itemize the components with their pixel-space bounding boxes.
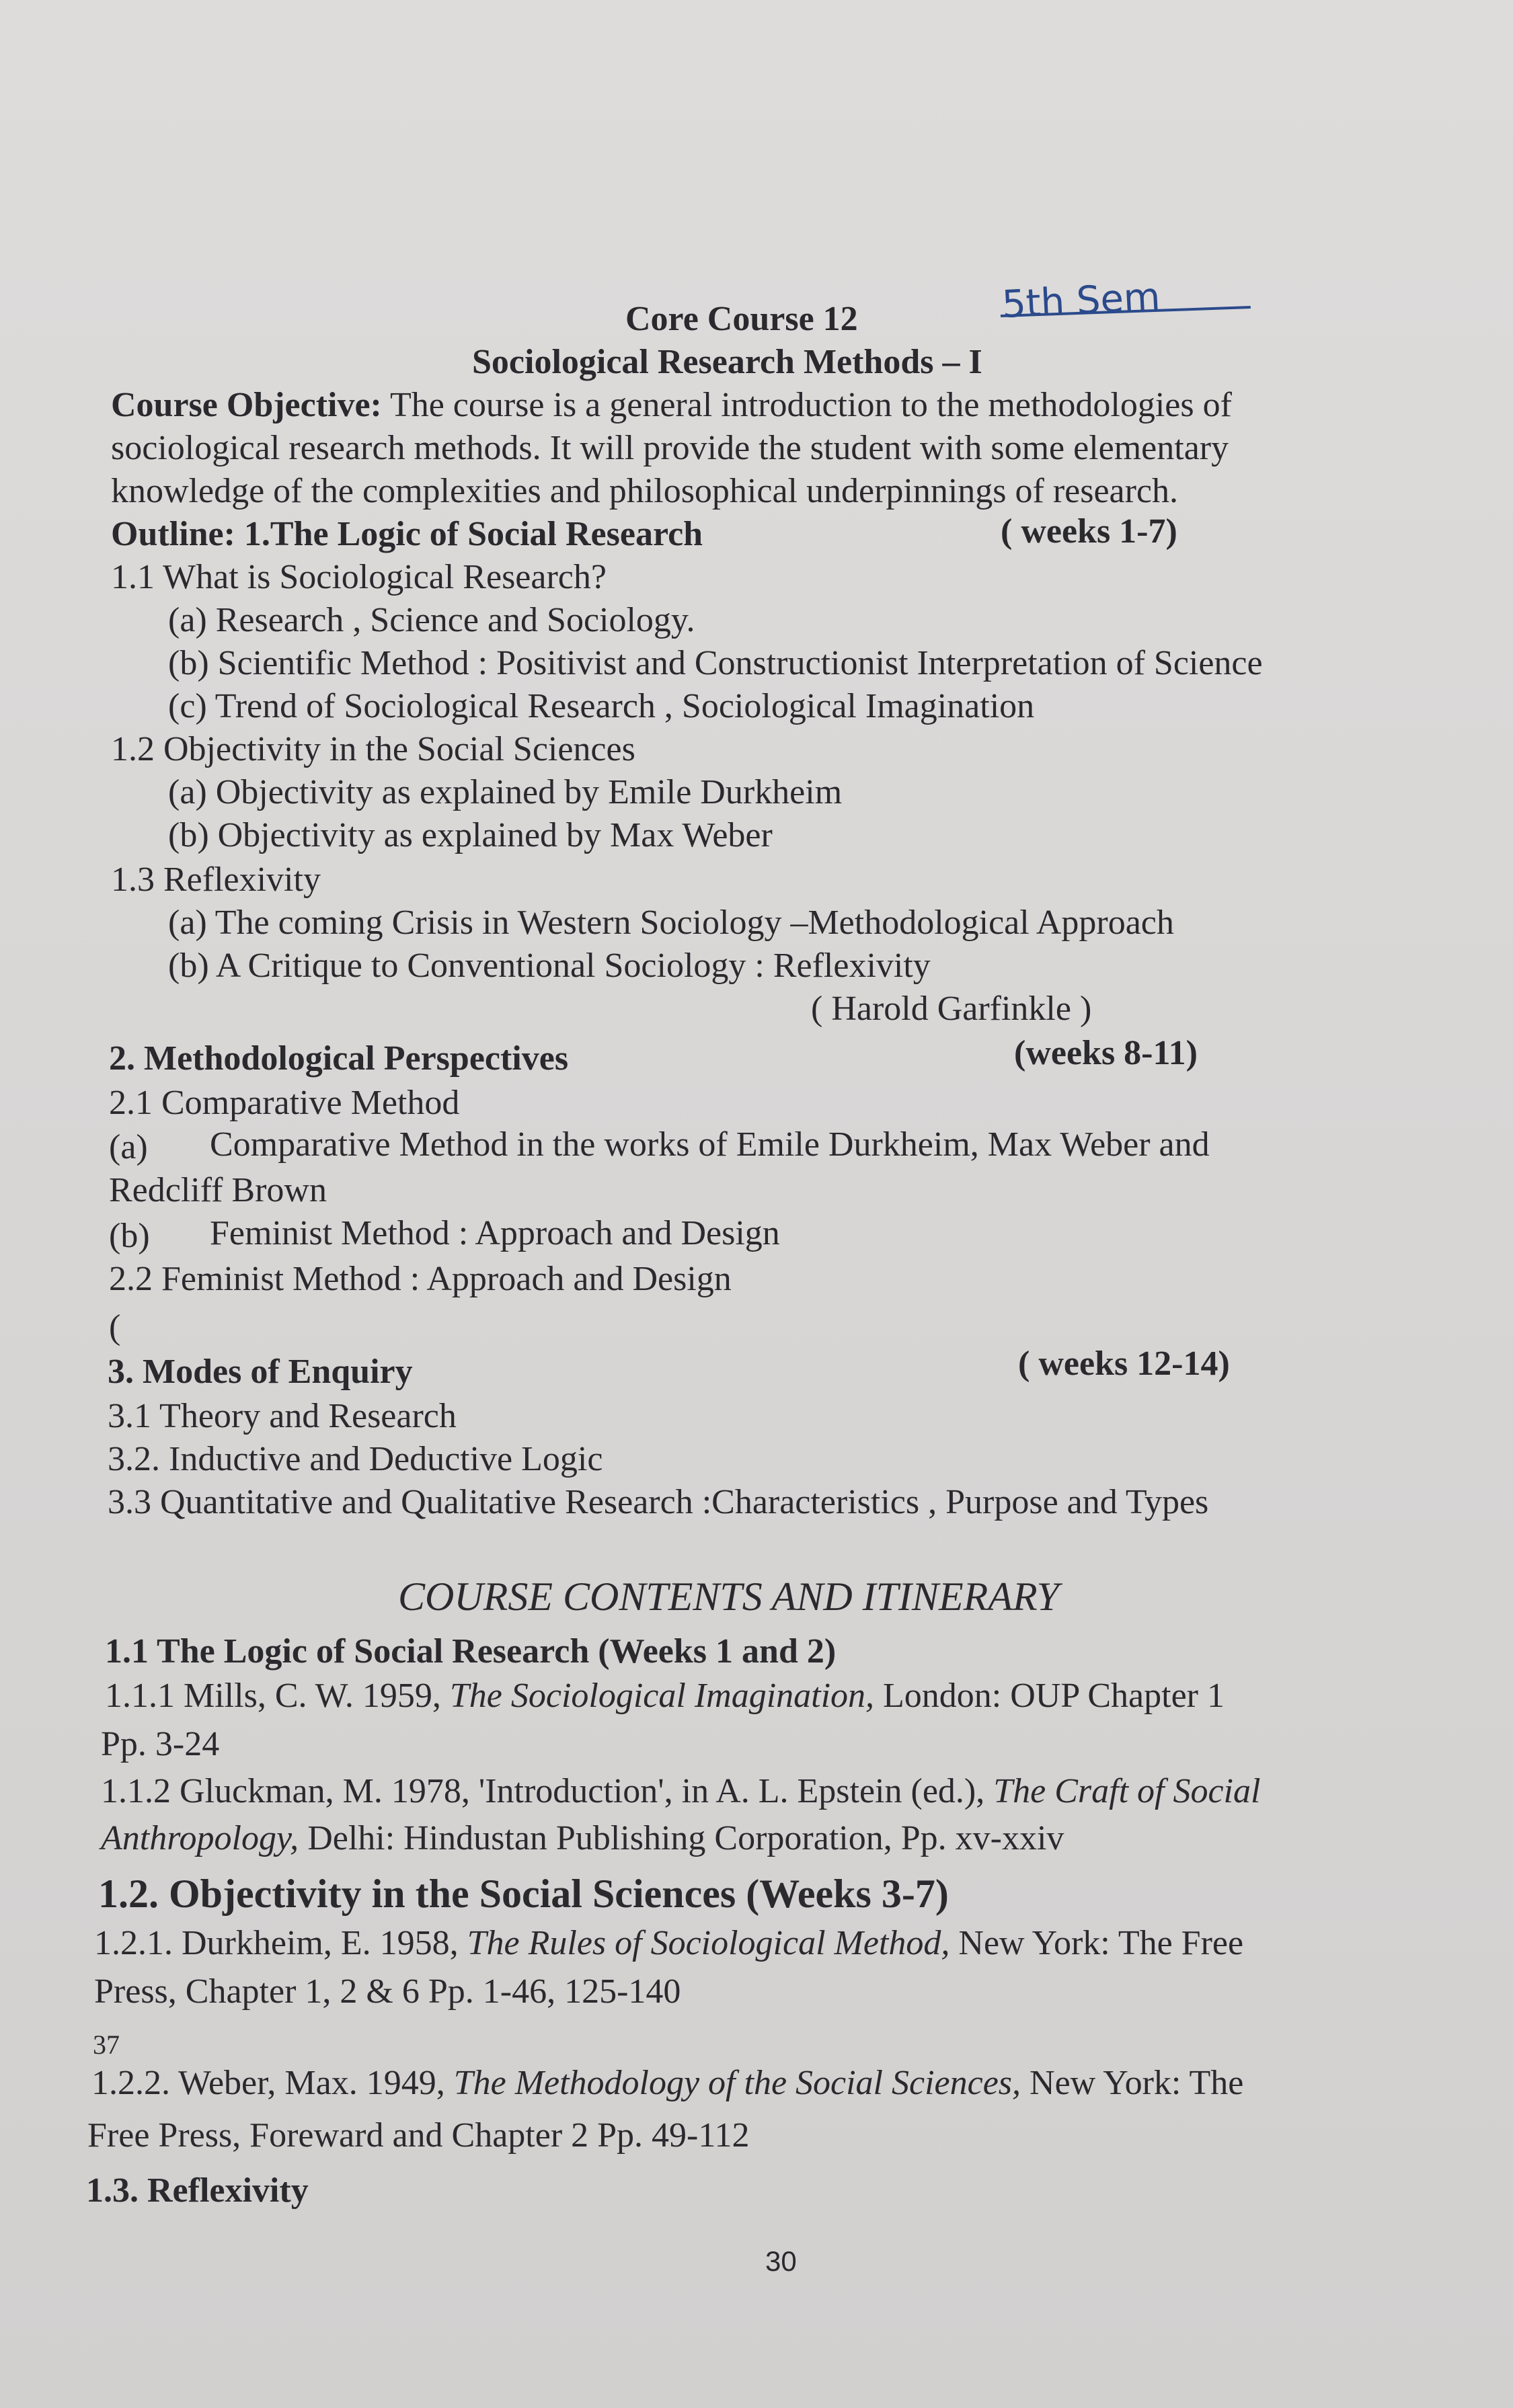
ref-book-title: The Sociological Imagination, [449, 1677, 875, 1715]
outline-1-3: 1.3 Reflexivity [111, 860, 321, 899]
section3-weeks: ( weeks 12-14) [1018, 1345, 1230, 1383]
outline-1-1-b: (b) Scientific Method : Positivist and Constructionist Interpretation of Science [168, 644, 1263, 682]
ref-publisher: New York: The Free [949, 1924, 1244, 1962]
section3-heading: 3. Modes of Enquiry [108, 1353, 413, 1391]
reference-1-1-2 [101, 1772, 1260, 1810]
objective-line-2: sociological research methods. It will provide the student with some elementary [111, 429, 1229, 467]
objective-line-1 [111, 386, 1232, 424]
outline-1-1: 1.1 What is Sociological Research? [111, 558, 607, 596]
ref-book-title: The Methodology of the Social Sciences, [453, 2064, 1021, 2102]
section2-2-2: 2.2 Feminist Method : Approach and Design [109, 1260, 732, 1298]
ref-author: 1.1.2 Gluckman, M. 1978, 'Introduction', in A. L. Epstein (ed.), [101, 1772, 994, 1810]
ref-author: 1.2.1. Durkheim, E. 1958, [94, 1924, 467, 1962]
section3-3-3: 3.3 Quantitative and Qualitative Research :Characteristics , Purpose and Types [108, 1483, 1209, 1521]
handwritten-note: 5th Sem [1001, 274, 1161, 327]
outline-1-1-a: (a) Research , Science and Sociology. [168, 601, 695, 639]
ref-book-title: Anthropology, [101, 1819, 299, 1857]
ref-author: 1.1.1 Mills, C. W. 1959, [105, 1677, 450, 1715]
stray-parenthesis: ( [109, 1308, 121, 1347]
contents-title: COURSE CONTENTS AND ITINERARY [398, 1574, 1059, 1619]
outline-1-3-b-author: ( Harold Garfinkle ) [811, 990, 1092, 1028]
section2-heading: 2. Methodological Perspectives [109, 1039, 569, 1078]
reference-1-1-1-pages: Pp. 3-24 [101, 1725, 220, 1763]
section3-3-2: 3.2. Inductive and Deductive Logic [108, 1440, 603, 1478]
course-number: Core Course 12 [625, 300, 858, 338]
ref-publisher: New York: The [1021, 2064, 1244, 2102]
outline-1-2: 1.2 Objectivity in the Social Sciences [111, 730, 635, 768]
outline-1-3-a: (a) The coming Crisis in Western Sociology –Methodological Approach [168, 904, 1174, 942]
contents-1-1-heading: 1.1 The Logic of Social Research (Weeks 1 and 2) [105, 1632, 837, 1671]
ref-book-title: The Rules of Sociological Method, [467, 1924, 950, 1962]
objective-text-1: The course is a general introduction to the methodologies of [389, 386, 1232, 424]
stray-number: 37 [93, 2030, 120, 2060]
section2-2-1-b-mark: (b) [109, 1217, 150, 1255]
outline-weeks: ( weeks 1-7) [1001, 512, 1177, 551]
section2-2-1-a-cont: Redcliff Brown [109, 1171, 327, 1209]
reference-1-1-2-cont [101, 1819, 1064, 1857]
reference-1-2-1 [94, 1924, 1243, 1962]
contents-1-2-heading: 1.2. Objectivity in the Social Sciences (Weeks 3-7) [98, 1872, 949, 1916]
section2-2-1-a: Comparative Method in the works of Emile Durkheim, Max Weber and [210, 1125, 1210, 1164]
outline-1-2-a: (a) Objectivity as explained by Emile Durkheim [168, 773, 843, 811]
ref-publisher: Delhi: Hindustan Publishing Corporation, Pp. xv-xxiv [299, 1819, 1064, 1857]
outline-1-3-b: (b) A Critique to Conventional Sociology : Reflexivity [168, 947, 931, 985]
ref-author: 1.2.2. Weber, Max. 1949, [91, 2064, 454, 2102]
ref-publisher: London: OUP Chapter 1 [874, 1677, 1225, 1715]
contents-1-3-heading: 1.3. Reflexivity [86, 2171, 309, 2210]
page-number: 30 [765, 2245, 797, 2277]
reference-1-1-1 [105, 1677, 1225, 1715]
outline-1-1-c: (c) Trend of Sociological Research , Sociological Imagination [168, 687, 1035, 725]
objective-label: Course Objective: [111, 386, 382, 424]
outline-1-2-b: (b) Objectivity as explained by Max Weber [168, 816, 773, 854]
objective-line-3: knowledge of the complexities and philosophical underpinnings of research. [111, 472, 1179, 510]
course-title: Sociological Research Methods – I [472, 343, 982, 381]
reference-1-2-2 [91, 2064, 1243, 2102]
outline-heading: Outline: 1.The Logic of Social Research [111, 515, 703, 553]
reference-1-2-1-cont: Press, Chapter 1, 2 & 6 Pp. 1-46, 125-140 [94, 1972, 681, 2011]
reference-1-2-2-cont: Free Press, Foreward and Chapter 2 Pp. 49-112 [87, 2116, 750, 2155]
section2-weeks: (weeks 8-11) [1014, 1034, 1198, 1072]
section3-3-1: 3.1 Theory and Research [108, 1397, 457, 1435]
ref-book-title: The Craft of Social [993, 1772, 1261, 1810]
section2-2-1: 2.1 Comparative Method [109, 1084, 460, 1122]
section2-2-1-b: Feminist Method : Approach and Design [210, 1214, 780, 1252]
section2-2-1-a-mark: (a) [109, 1128, 148, 1166]
